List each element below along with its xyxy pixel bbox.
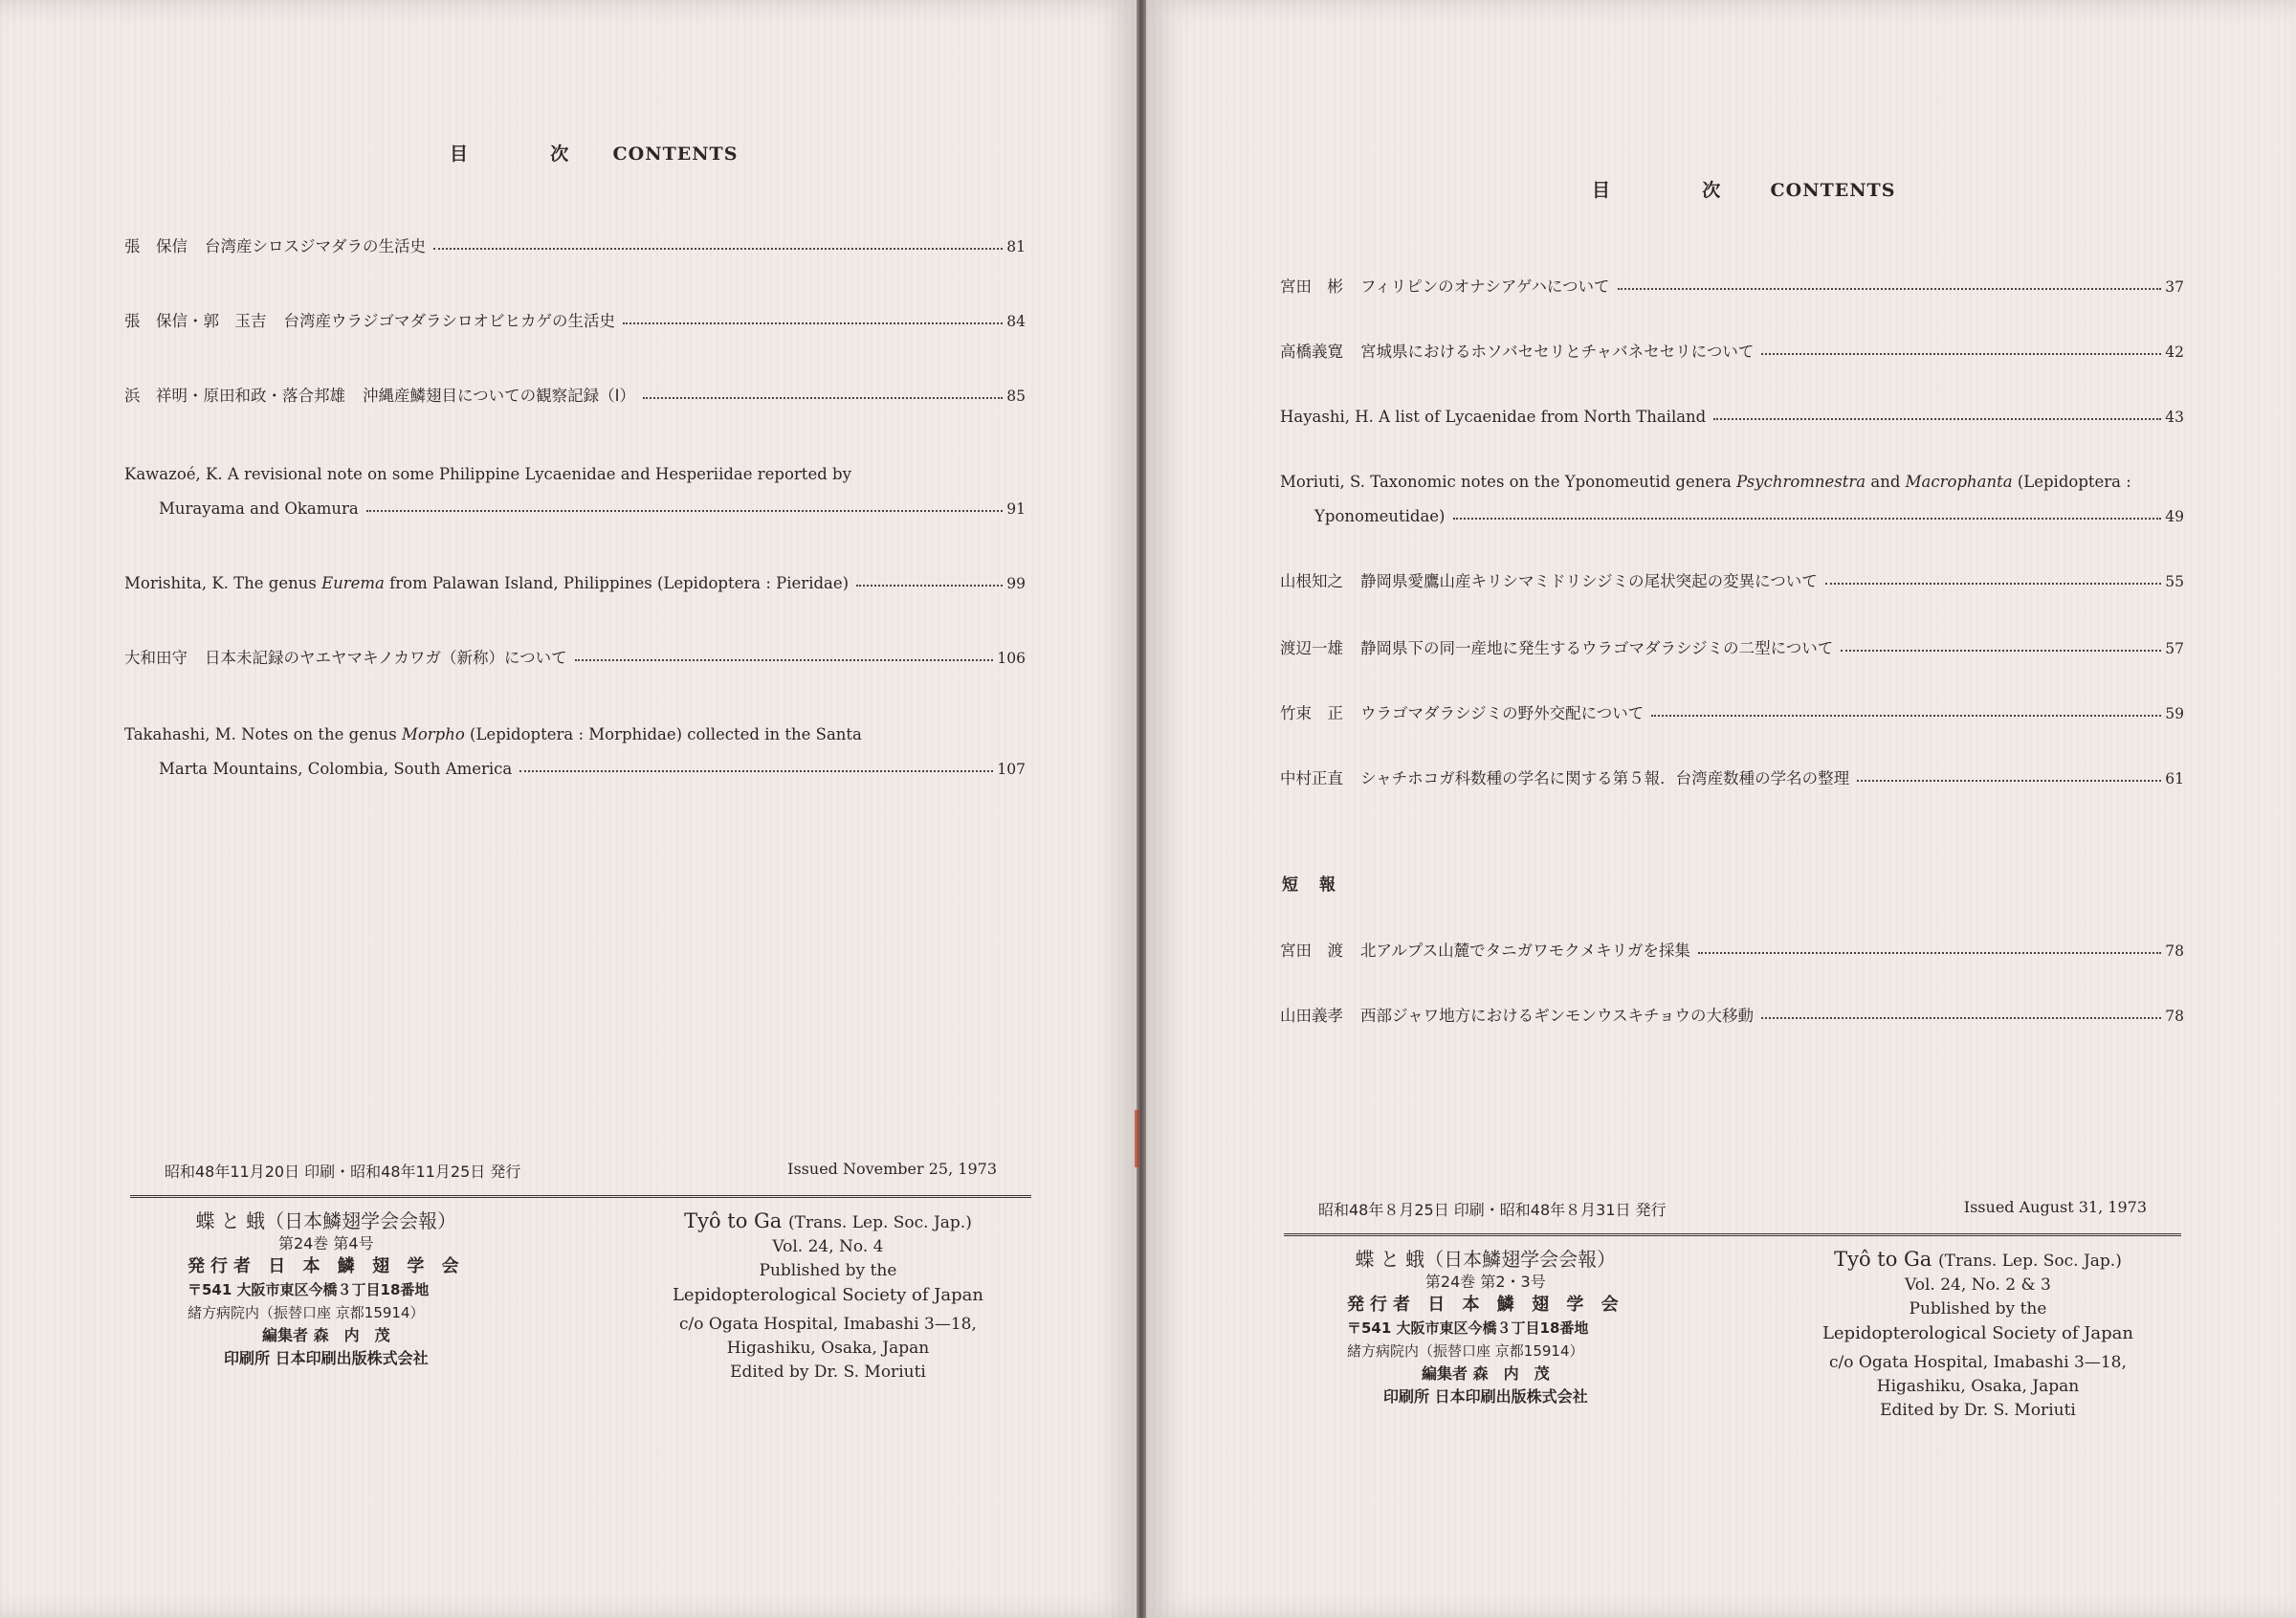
toc-entry[interactable] xyxy=(124,230,1026,264)
entry-title: 台湾産ウラジゴマダラシロオビヒカゲの生活史 xyxy=(283,312,615,330)
entry-author: 中村正直 xyxy=(1280,769,1343,787)
toc-entry[interactable] xyxy=(124,304,1026,339)
entry-title: 宮城県におけるホソバセセリとチャバネセセリについて xyxy=(1360,343,1755,361)
entry-author: 宮田 彬 xyxy=(1280,277,1343,296)
en-society: Lepidopterological Society of Japan xyxy=(1821,1323,2133,1343)
jp-account: 緒方病院内（振替口座 京都15914） xyxy=(188,1304,425,1321)
heading-jp-2: 次 xyxy=(550,144,570,165)
heading-en: CONTENTS xyxy=(612,144,739,165)
entry-title-pre: Takahashi, M. Notes on the genus xyxy=(124,725,402,743)
entry-page: 57 xyxy=(2165,640,2184,657)
dot-leader xyxy=(1857,780,2161,782)
toc-entry[interactable] xyxy=(124,379,1026,413)
en-journal-sub: (Trans. Lep. Soc. Jap.) xyxy=(788,1213,972,1232)
jp-publisher: 発行者 日 本 鱗 翅 学 会 xyxy=(188,1256,465,1276)
left-contents-heading xyxy=(450,140,738,166)
toc-entry[interactable] xyxy=(1280,270,2184,304)
entry-title-pre: Moriuti, S. Taxonomic notes on the Yponomeutid genera xyxy=(1280,473,1737,491)
entry-page: 81 xyxy=(1006,238,1026,255)
toc-entry[interactable] xyxy=(1280,465,2184,534)
toc-entry[interactable] xyxy=(1280,999,2184,1033)
jp-colophon xyxy=(1347,1248,1624,1423)
entry-title: 沖縄産鱗翅目についての観察記録（I） xyxy=(363,387,636,405)
en-society: Lepidopterological Society of Japan xyxy=(672,1285,983,1305)
en-editor: Edited by Dr. S. Moriuti xyxy=(730,1363,926,1382)
en-volume: Vol. 24, No. 4 xyxy=(772,1237,884,1256)
jp-journal-title: 蝶 と 蛾（日本鱗翅学会会報） xyxy=(195,1209,457,1232)
en-volume: Vol. 24, No. 2 & 3 xyxy=(1905,1275,2051,1295)
en-journal-sub: (Trans. Lep. Soc. Jap.) xyxy=(1938,1252,2122,1271)
entry-author: 山田義孝 xyxy=(1280,1007,1343,1025)
entry-author: 渡辺一雄 xyxy=(1280,639,1343,657)
entry-author: 山根知之 xyxy=(1280,572,1343,590)
dot-leader xyxy=(1713,418,2161,420)
entry-title: フィリピンのオナシアゲハについて xyxy=(1360,277,1610,296)
jp-editor: 編集者 森 内 茂 xyxy=(1422,1364,1550,1383)
jp-printer: 印刷所 日本印刷出版株式会社 xyxy=(224,1349,429,1367)
heading-en: CONTENTS xyxy=(1770,180,1896,201)
entry-title: 静岡県愛鷹山産キリシマミドリシジミの尾状突起の変異について xyxy=(1360,572,1818,590)
en-colophon xyxy=(673,1209,983,1385)
entry-author: 大和田守 xyxy=(124,649,188,667)
entry-title: 台湾産シロスジマダラの生活史 xyxy=(205,237,426,255)
entry-page: 91 xyxy=(1006,500,1026,518)
toc-entry[interactable] xyxy=(1280,335,2184,369)
entry-page: 85 xyxy=(1006,388,1026,405)
entry-title-line2: Yponomeutidae) xyxy=(1314,507,1446,525)
jp-publisher: 発行者 日 本 鱗 翅 学 会 xyxy=(1347,1295,1624,1315)
entry-page: 61 xyxy=(2165,770,2184,787)
toc-entry[interactable] xyxy=(1280,934,2184,968)
jp-volume: 第24巻 第2・3号 xyxy=(1424,1273,1546,1291)
en-address-2: Higashiku, Osaka, Japan xyxy=(726,1339,930,1358)
dot-leader xyxy=(1453,518,2162,520)
right-colophon xyxy=(1284,1198,2181,1423)
entry-page: 107 xyxy=(997,761,1026,778)
entry-page: 59 xyxy=(2165,705,2184,722)
en-address-2: Higashiku, Osaka, Japan xyxy=(1876,1377,2080,1396)
dot-leader xyxy=(366,510,1004,512)
en-address-1: c/o Ogata Hospital, Imabashi 3—18, xyxy=(1829,1353,2127,1372)
jp-editor: 編集者 森 内 茂 xyxy=(262,1326,390,1344)
entry-title: ウラゴマダラシジミの野外交配について xyxy=(1360,704,1645,722)
dot-leader xyxy=(643,397,1003,399)
dot-leader xyxy=(1761,1017,2161,1019)
entry-title: Hayashi, H. A list of Lycaenidae from North Thailand xyxy=(1280,408,1707,426)
toc-entry[interactable] xyxy=(1280,632,2184,666)
toc-entry[interactable] xyxy=(1280,697,2184,731)
dot-leader xyxy=(1841,650,2161,652)
heading-jp-1: 目 xyxy=(450,144,470,165)
entry-genus-2: Macrophanta xyxy=(1905,473,2013,491)
entry-author: 宮田 渡 xyxy=(1280,942,1343,960)
en-journal-title: Tyô to Ga xyxy=(684,1209,783,1232)
toc-entry[interactable] xyxy=(1280,565,2184,599)
left-colophon xyxy=(130,1160,1031,1385)
entry-page: 43 xyxy=(2165,409,2184,426)
entry-author: 高橋義寛 xyxy=(1280,343,1343,361)
gutter-mark xyxy=(1135,1110,1139,1167)
entry-author: 張 保信 xyxy=(124,237,188,255)
entry-title: シャチホコガ科数種の学名に関する第５報．台湾産数種の学名の整理 xyxy=(1360,769,1850,787)
dot-leader xyxy=(575,659,994,661)
toc-entry[interactable] xyxy=(124,718,1026,787)
en-published-by: Published by the xyxy=(759,1261,897,1280)
entry-page: 106 xyxy=(997,650,1026,667)
entry-title-line2: Murayama and Okamura xyxy=(159,499,359,518)
entry-title: 西部ジャワ地方におけるギンモンウスキチョウの大移動 xyxy=(1360,1007,1755,1025)
entry-author: 竹束 正 xyxy=(1280,704,1343,722)
entry-page: 42 xyxy=(2165,344,2184,361)
jp-colophon xyxy=(188,1209,465,1385)
dot-leader xyxy=(433,248,1003,250)
jp-printer: 印刷所 日本印刷出版株式会社 xyxy=(1383,1387,1588,1406)
dot-leader xyxy=(1698,952,2161,954)
entry-title: 北アルプス山麓でタニガワモクメキリガを採集 xyxy=(1360,942,1690,960)
entry-genus: Eurema xyxy=(321,574,385,592)
dot-leader xyxy=(1761,353,2161,355)
print-date: 昭和48年８月25日 印刷・昭和48年８月31日 発行 xyxy=(1318,1201,1667,1219)
heading-jp-1: 目 xyxy=(1592,180,1612,201)
entry-title: 静岡県下の同一産地に発生するウラゴマダラシジミの二型について xyxy=(1360,639,1834,657)
entry-genus-1: Psychromnestra xyxy=(1736,473,1866,491)
entry-title-post: (Lepidoptera : Morphidae) collected in the Santa xyxy=(464,725,862,743)
dot-leader xyxy=(1618,288,2162,290)
en-published-by: Published by the xyxy=(1909,1299,2047,1319)
left-page xyxy=(0,0,1137,1618)
right-contents-heading xyxy=(1592,176,1895,202)
toc-entry[interactable] xyxy=(124,566,1026,601)
toc-entry[interactable] xyxy=(1280,400,2184,434)
entry-title-pre: Morishita, K. The genus xyxy=(124,574,322,592)
heading-jp-2: 次 xyxy=(1702,180,1722,201)
entry-title-post: (Lepidoptera : xyxy=(2012,473,2131,491)
entry-genus: Morpho xyxy=(401,725,465,743)
en-colophon xyxy=(1822,1248,2133,1423)
issued-date: Issued November 25, 1973 xyxy=(787,1160,997,1178)
double-rule xyxy=(130,1195,1031,1198)
jp-address: 〒541 大阪市東区今橋３丁目18番地 xyxy=(1347,1319,1589,1337)
en-editor: Edited by Dr. S. Moriuti xyxy=(1880,1401,2076,1420)
jp-journal-title: 蝶 と 蛾（日本鱗翅学会会報） xyxy=(1355,1248,1617,1271)
jp-address: 〒541 大阪市東区今橋３丁目18番地 xyxy=(188,1281,430,1298)
en-journal-title: Tyô to Ga xyxy=(1834,1248,1932,1271)
entry-title-post: from Palawan Island, Philippines (Lepidoptera : Pieridae) xyxy=(384,574,850,592)
dot-leader xyxy=(1651,715,2161,717)
entry-page: 49 xyxy=(2165,508,2184,525)
dot-leader xyxy=(519,770,993,772)
entry-author: 浜 祥明・原田和政・落合邦雄 xyxy=(124,387,345,405)
entry-page: 84 xyxy=(1006,313,1026,330)
issued-date: Issued August 31, 1973 xyxy=(1963,1198,2147,1216)
book-gutter xyxy=(1137,0,1146,1618)
jp-volume: 第24巻 第4号 xyxy=(277,1234,374,1252)
en-address-1: c/o Ogata Hospital, Imabashi 3—18, xyxy=(679,1315,977,1334)
entry-title-mid: and xyxy=(1866,473,1906,491)
entry-author: 張 保信・郭 玉吉 xyxy=(124,312,267,330)
print-date: 昭和48年11月20日 印刷・昭和48年11月25日 発行 xyxy=(165,1163,521,1181)
entry-page: 55 xyxy=(2165,573,2184,590)
entry-page: 37 xyxy=(2165,278,2184,296)
entry-title: 日本未記録のヤエヤマキノカワガ（新称）について xyxy=(205,649,567,667)
dot-leader xyxy=(856,585,1003,587)
double-rule xyxy=(1284,1233,2181,1236)
entry-page: 78 xyxy=(2165,942,2184,960)
toc-entry[interactable] xyxy=(1280,762,2184,796)
toc-entry[interactable] xyxy=(124,641,1026,676)
entry-title-line2: Marta Mountains, Colombia, South America xyxy=(159,760,513,778)
entry-title-line1: Kawazoé, K. A revisional note on some Philippine Lycaenidae and Hesperiidae reported by xyxy=(124,465,851,483)
entry-page: 99 xyxy=(1006,575,1026,592)
entry-page: 78 xyxy=(2165,1008,2184,1025)
dot-leader xyxy=(1825,583,2162,585)
toc-entry[interactable] xyxy=(124,457,1026,526)
dot-leader xyxy=(623,322,1003,324)
right-page xyxy=(1146,0,2296,1618)
short-reports-label: 短報 xyxy=(1282,875,1357,895)
jp-account: 緒方病院内（振替口座 京都15914） xyxy=(1347,1342,1584,1360)
